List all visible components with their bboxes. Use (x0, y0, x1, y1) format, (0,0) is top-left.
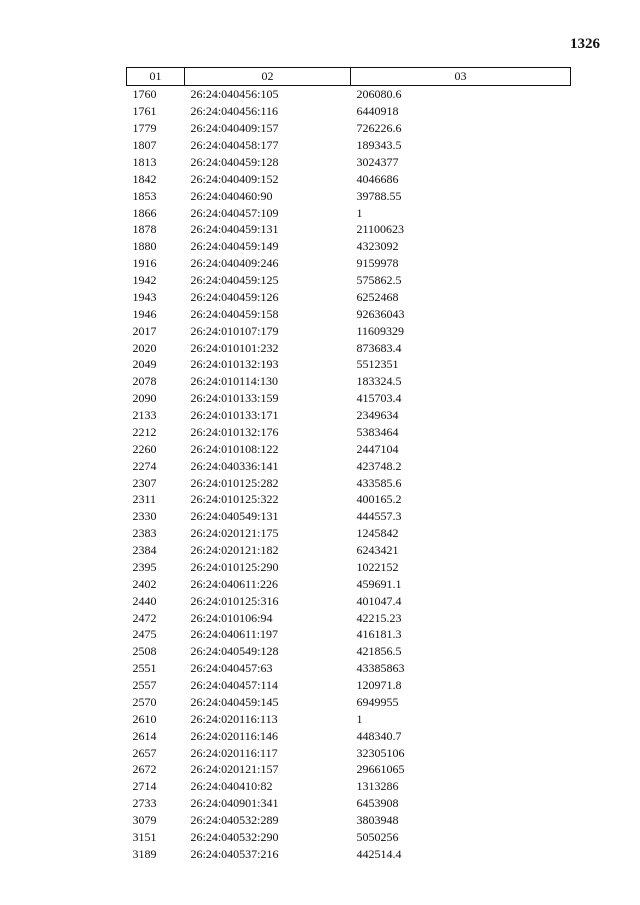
column-header-01: 01 (127, 68, 185, 86)
cell-02: 26:24:010108:122 (190, 441, 279, 456)
cell-02: 26:24:010101:232 (190, 340, 279, 355)
cell-01: 1880 (132, 239, 157, 254)
table-row (127, 744, 571, 761)
cell-02: 26:24:020121:175 (190, 526, 279, 541)
cell-02: 26:24:010132:176 (190, 424, 279, 439)
cell-02: 26:24:010107:179 (190, 323, 279, 338)
cell-02: 26:24:010125:316 (190, 593, 279, 608)
cell-02: 26:24:040410:82 (190, 779, 273, 794)
table-row (127, 812, 571, 829)
cell-02: 26:24:040549:131 (190, 509, 279, 524)
cell-02: 26:24:020116:146 (190, 728, 279, 743)
cell-02: 26:24:010114:130 (190, 374, 279, 389)
cell-03: 183324.5 (356, 374, 402, 389)
cell-03: 459691.1 (356, 576, 402, 591)
table-body (127, 86, 571, 863)
cell-01: 1942 (132, 273, 157, 288)
cell-02: 26:24:040460:90 (190, 188, 273, 203)
table-row (127, 542, 571, 559)
cell-02: 26:24:010133:159 (190, 391, 279, 406)
table-row (127, 204, 571, 221)
cell-03: 6949955 (356, 694, 399, 709)
cell-03: 1022152 (356, 559, 399, 574)
cell-03: 400165.2 (356, 492, 402, 507)
table-row (127, 154, 571, 171)
table-row (127, 575, 571, 592)
table-row (127, 795, 571, 812)
cell-01: 2714 (132, 779, 157, 794)
table-row (127, 559, 571, 576)
cell-02: 26:24:040532:290 (190, 829, 279, 844)
cell-03: 415703.4 (356, 391, 402, 406)
cell-03: 3803948 (356, 813, 399, 828)
cell-01: 2384 (132, 543, 157, 558)
table-row (127, 170, 571, 187)
page-number: 1326 (570, 36, 600, 52)
cell-02: 26:24:040457:63 (190, 661, 273, 676)
cell-01: 2020 (132, 340, 157, 355)
table-row (127, 727, 571, 744)
cell-01: 1943 (132, 289, 157, 304)
cell-03: 726226.6 (356, 121, 402, 136)
cell-01: 1866 (132, 205, 157, 220)
column-header-03: 03 (351, 68, 571, 86)
cell-01: 1779 (132, 121, 157, 136)
cell-01: 1761 (132, 104, 157, 119)
table-row (127, 424, 571, 441)
cell-01: 2610 (132, 711, 157, 726)
table-row (127, 322, 571, 339)
table-row (127, 272, 571, 289)
table-row (127, 339, 571, 356)
data-table (126, 67, 571, 862)
cell-03: 1 (356, 205, 363, 220)
cell-03: 11609329 (356, 323, 405, 338)
cell-01: 2330 (132, 509, 157, 524)
table-row (127, 778, 571, 795)
table-row (127, 643, 571, 660)
cell-02: 26:24:040459:125 (190, 273, 279, 288)
table-row (127, 474, 571, 491)
cell-02: 26:24:040457:109 (190, 205, 279, 220)
table-row (127, 508, 571, 525)
cell-01: 2440 (132, 593, 157, 608)
cell-03: 5050256 (356, 829, 399, 844)
cell-02: 26:24:010125:290 (190, 559, 279, 574)
cell-03: 401047.4 (356, 593, 402, 608)
cell-01: 1842 (132, 171, 157, 186)
cell-02: 26:24:020121:182 (190, 543, 279, 558)
cell-02: 26:24:040901:341 (190, 796, 279, 811)
cell-03: 9159978 (356, 256, 399, 271)
table-row (127, 660, 571, 677)
cell-01: 2557 (132, 678, 157, 693)
cell-01: 1760 (132, 87, 157, 102)
cell-02: 26:24:010133:171 (190, 408, 279, 423)
cell-02: 26:24:040532:289 (190, 813, 279, 828)
cell-02: 26:24:040409:152 (190, 171, 279, 186)
cell-01: 2307 (132, 475, 157, 490)
cell-03: 442514.4 (356, 846, 402, 861)
cell-01: 3189 (132, 846, 157, 861)
table-row (127, 491, 571, 508)
cell-01: 2274 (132, 458, 157, 473)
cell-02: 26:24:040458:177 (190, 138, 279, 153)
table-row (127, 407, 571, 424)
cell-02: 26:24:020116:113 (190, 711, 278, 726)
cell-01: 2383 (132, 526, 157, 541)
table-row (127, 103, 571, 120)
table-row (127, 86, 571, 103)
cell-02: 26:24:040457:114 (190, 678, 279, 693)
cell-02: 26:24:040409:246 (190, 256, 279, 271)
cell-02: 26:24:010132:193 (190, 357, 279, 372)
cell-03: 4046686 (356, 171, 399, 186)
cell-03: 575862.5 (356, 273, 402, 288)
cell-01: 2475 (132, 627, 157, 642)
cell-03: 5512351 (356, 357, 399, 372)
table-row (127, 710, 571, 727)
cell-01: 2672 (132, 762, 157, 777)
cell-02: 26:24:040459:126 (190, 289, 279, 304)
cell-02: 26:24:040537:216 (190, 846, 279, 861)
cell-02: 26:24:010125:322 (190, 492, 279, 507)
cell-02: 26:24:040611:197 (190, 627, 279, 642)
cell-01: 2508 (132, 644, 157, 659)
cell-02: 26:24:040459:145 (190, 694, 279, 709)
cell-02: 26:24:040459:158 (190, 306, 279, 321)
cell-01: 2733 (132, 796, 157, 811)
cell-03: 1245842 (356, 526, 399, 541)
cell-03: 421856.5 (356, 644, 402, 659)
cell-03: 6252468 (356, 289, 399, 304)
column-header-02: 02 (185, 68, 351, 86)
cell-03: 32305106 (356, 745, 405, 760)
cell-03: 92636043 (356, 306, 405, 321)
cell-03: 120971.8 (356, 678, 402, 693)
table-row (127, 525, 571, 542)
cell-03: 6440918 (356, 104, 399, 119)
cell-02: 26:24:040611:226 (190, 576, 279, 591)
cell-02: 26:24:020121:157 (190, 762, 279, 777)
table-row (127, 609, 571, 626)
cell-01: 2657 (132, 745, 157, 760)
cell-02: 26:24:040456:116 (190, 104, 279, 119)
cell-03: 2447104 (356, 441, 399, 456)
cell-01: 1946 (132, 306, 157, 321)
cell-01: 2395 (132, 559, 157, 574)
cell-03: 6243421 (356, 543, 399, 558)
table-row (127, 457, 571, 474)
table-row (127, 677, 571, 694)
cell-03: 5383464 (356, 424, 399, 439)
cell-03: 2349634 (356, 408, 399, 423)
table-row (127, 390, 571, 407)
cell-01: 1878 (132, 222, 157, 237)
cell-03: 444557.3 (356, 509, 402, 524)
cell-01: 2090 (132, 391, 157, 406)
cell-01: 3079 (132, 813, 157, 828)
table-row (127, 592, 571, 609)
cell-01: 3151 (132, 829, 157, 844)
cell-03: 6453908 (356, 796, 399, 811)
cell-02: 26:24:040459:149 (190, 239, 279, 254)
cell-01: 2049 (132, 357, 157, 372)
cell-01: 2212 (132, 424, 157, 439)
cell-03: 29661065 (356, 762, 405, 777)
table-row (127, 137, 571, 154)
table-row (127, 356, 571, 373)
cell-03: 1 (356, 711, 363, 726)
table-row (127, 289, 571, 306)
table-row (127, 187, 571, 204)
cell-03: 206080.6 (356, 87, 402, 102)
cell-02: 26:24:010125:282 (190, 475, 279, 490)
cell-02: 26:24:040459:128 (190, 154, 279, 169)
cell-02: 26:24:040459:131 (190, 222, 279, 237)
cell-03: 423748.2 (356, 458, 402, 473)
cell-03: 21100623 (356, 222, 405, 237)
table-row (127, 238, 571, 255)
cell-02: 26:24:020116:117 (190, 745, 278, 760)
table-header-row (127, 68, 571, 86)
cell-01: 2260 (132, 441, 157, 456)
table-row (127, 373, 571, 390)
cell-01: 2614 (132, 728, 157, 743)
cell-03: 416181.3 (356, 627, 402, 642)
table-row (127, 221, 571, 238)
cell-03: 4323092 (356, 239, 399, 254)
cell-03: 1313286 (356, 779, 399, 794)
cell-01: 2551 (132, 661, 157, 676)
table-row (127, 440, 571, 457)
cell-01: 1853 (132, 188, 157, 203)
cell-03: 873683.4 (356, 340, 402, 355)
table-row (127, 761, 571, 778)
cell-01: 2570 (132, 694, 157, 709)
table-row (127, 829, 571, 846)
cell-01: 1807 (132, 138, 157, 153)
table-row (127, 255, 571, 272)
cell-02: 26:24:040456:105 (190, 87, 279, 102)
cell-03: 3024377 (356, 154, 399, 169)
cell-02: 26:24:040409:157 (190, 121, 279, 136)
cell-02: 26:24:010106:94 (190, 610, 273, 625)
cell-01: 2402 (132, 576, 157, 591)
cell-01: 1916 (132, 256, 157, 271)
cell-03: 189343.5 (356, 138, 402, 153)
cell-03: 42215.23 (356, 610, 402, 625)
table-row (127, 626, 571, 643)
table-header (127, 68, 571, 86)
cell-03: 433585.6 (356, 475, 402, 490)
cell-03: 39788.55 (356, 188, 402, 203)
table-row (127, 305, 571, 322)
cell-01: 2311 (132, 492, 157, 507)
table-row (127, 694, 571, 711)
cell-01: 2472 (132, 610, 157, 625)
table-row (127, 845, 571, 862)
data-table-container (126, 67, 570, 862)
cell-03: 448340.7 (356, 728, 402, 743)
cell-01: 1813 (132, 154, 157, 169)
cell-03: 43385863 (356, 661, 405, 676)
cell-01: 2017 (132, 323, 157, 338)
cell-01: 2078 (132, 374, 157, 389)
cell-02: 26:24:040549:128 (190, 644, 279, 659)
cell-02: 26:24:040336:141 (190, 458, 279, 473)
table-row (127, 120, 571, 137)
cell-01: 2133 (132, 408, 157, 423)
